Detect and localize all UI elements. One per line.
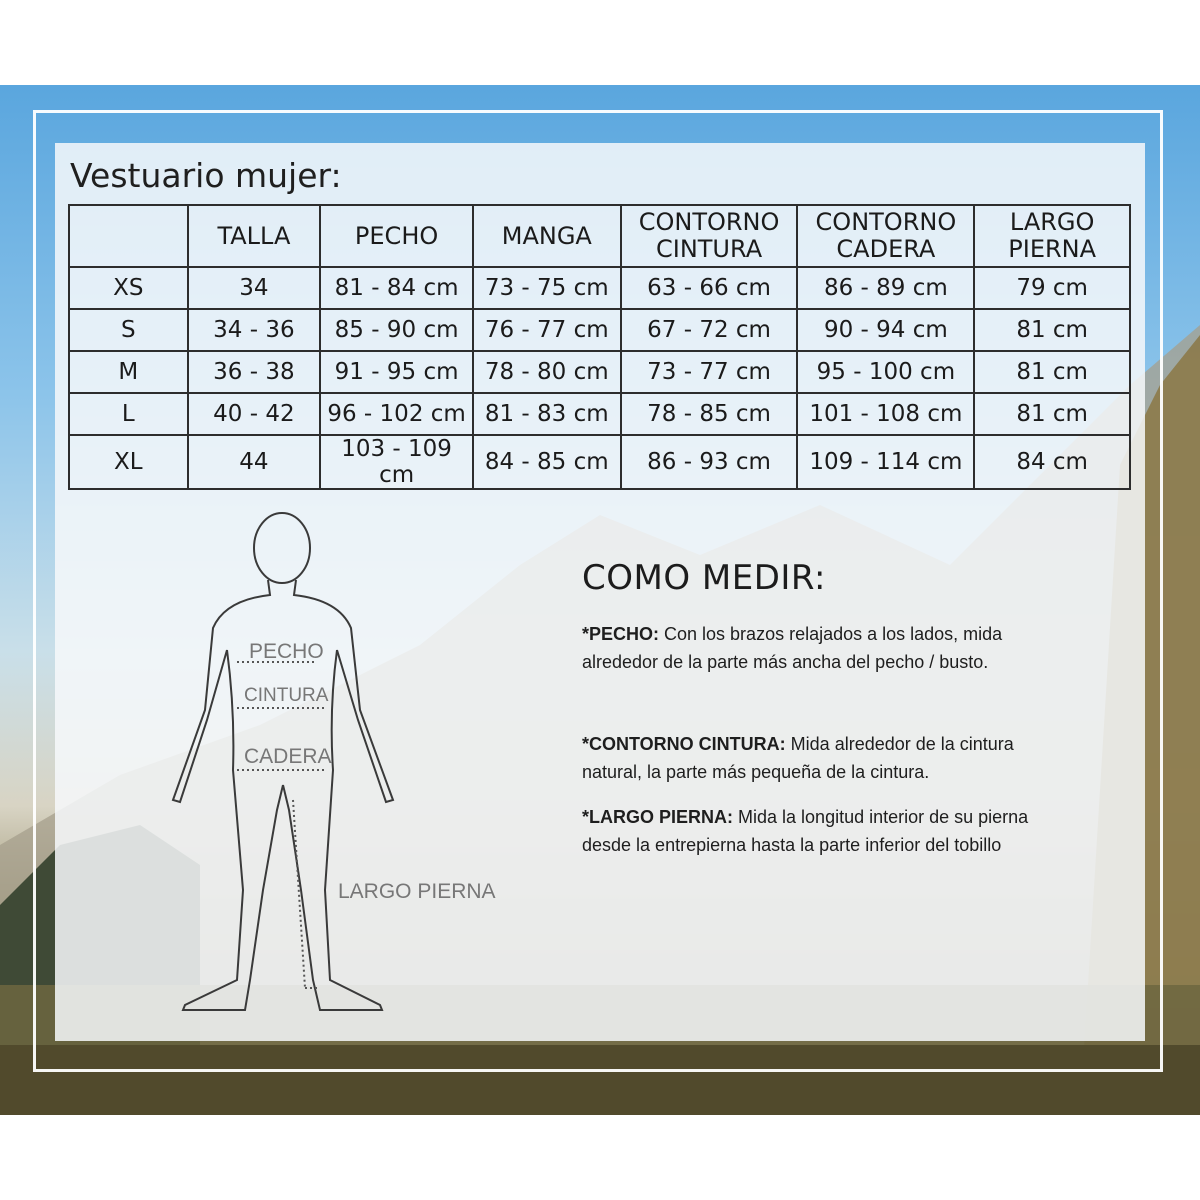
size-label: XS xyxy=(69,267,188,309)
figure-label-largo-pierna: LARGO PIERNA xyxy=(338,880,496,903)
table-row xyxy=(69,393,1130,435)
header-size xyxy=(69,205,188,267)
table-cell: 67 - 72 cm xyxy=(621,309,798,351)
table-cell: 85 - 90 cm xyxy=(320,309,473,351)
how-item-cintura xyxy=(582,730,1042,786)
size-label: XL xyxy=(69,435,188,489)
table-cell: 109 - 114 cm xyxy=(797,435,974,489)
how-term: *LARGO PIERNA: xyxy=(582,807,734,827)
table-cell: 86 - 93 cm xyxy=(621,435,798,489)
how-text: Con los brazos relajados a los lados, mida alrededor de la parte más ancha del pecho / busto. xyxy=(582,624,1003,672)
table-cell: 73 - 77 cm xyxy=(621,351,798,393)
size-label: S xyxy=(69,309,188,351)
table-cell: 81 cm xyxy=(974,309,1130,351)
figure-label-cadera: CADERA xyxy=(244,745,332,768)
page-title: Vestuario mujer: xyxy=(70,156,342,195)
header-manga: MANGA xyxy=(473,205,621,267)
table-cell: 73 - 75 cm xyxy=(473,267,621,309)
table-cell: 34 - 36 xyxy=(188,309,321,351)
how-term: *PECHO: xyxy=(582,624,660,644)
figure-label-cintura: CINTURA xyxy=(244,685,329,706)
table-cell: 81 cm xyxy=(974,393,1130,435)
table-header-row xyxy=(69,205,1130,267)
header-talla: TALLA xyxy=(188,205,321,267)
table-cell: 76 - 77 cm xyxy=(473,309,621,351)
how-to-measure-title: COMO MEDIR: xyxy=(582,558,826,598)
table-row xyxy=(69,267,1130,309)
table-cell: 78 - 80 cm xyxy=(473,351,621,393)
how-text: Mida alrededor de la cintura natural, la parte más pequeña de la cintura. xyxy=(582,734,1014,782)
table-cell: 81 cm xyxy=(974,351,1130,393)
table-cell: 40 - 42 xyxy=(188,393,321,435)
how-text: Mida la longitud interior de su pierna desde la entrepierna hasta la parte inferior del tobillo xyxy=(582,807,1029,855)
table-row xyxy=(69,309,1130,351)
table-row xyxy=(69,351,1130,393)
table-cell: 96 - 102 cm xyxy=(320,393,473,435)
table-cell: 95 - 100 cm xyxy=(797,351,974,393)
table-cell: 84 cm xyxy=(974,435,1130,489)
table-cell: 44 xyxy=(188,435,321,489)
header-pecho: PECHO xyxy=(320,205,473,267)
how-item-pecho xyxy=(582,620,1042,676)
size-label: M xyxy=(69,351,188,393)
table-row xyxy=(69,435,1130,489)
how-term: *CONTORNO CINTURA: xyxy=(582,734,786,754)
table-cell: 101 - 108 cm xyxy=(797,393,974,435)
table-cell: 81 - 83 cm xyxy=(473,393,621,435)
table-cell: 79 cm xyxy=(974,267,1130,309)
table-cell: 36 - 38 xyxy=(188,351,321,393)
header-cadera: CONTORNO CADERA xyxy=(797,205,974,267)
header-cintura: CONTORNO CINTURA xyxy=(621,205,798,267)
table-cell: 84 - 85 cm xyxy=(473,435,621,489)
table-cell: 91 - 95 cm xyxy=(320,351,473,393)
how-item-largo xyxy=(582,803,1042,859)
size-table xyxy=(68,204,1131,490)
table-cell: 81 - 84 cm xyxy=(320,267,473,309)
table-cell: 103 - 109 cm xyxy=(320,435,473,489)
figure-label-pecho: PECHO xyxy=(249,640,324,663)
table-cell: 78 - 85 cm xyxy=(621,393,798,435)
header-largo: LARGO PIERNA xyxy=(974,205,1130,267)
table-cell: 34 xyxy=(188,267,321,309)
table-cell: 86 - 89 cm xyxy=(797,267,974,309)
table-cell: 90 - 94 cm xyxy=(797,309,974,351)
size-label: L xyxy=(69,393,188,435)
table-cell: 63 - 66 cm xyxy=(621,267,798,309)
